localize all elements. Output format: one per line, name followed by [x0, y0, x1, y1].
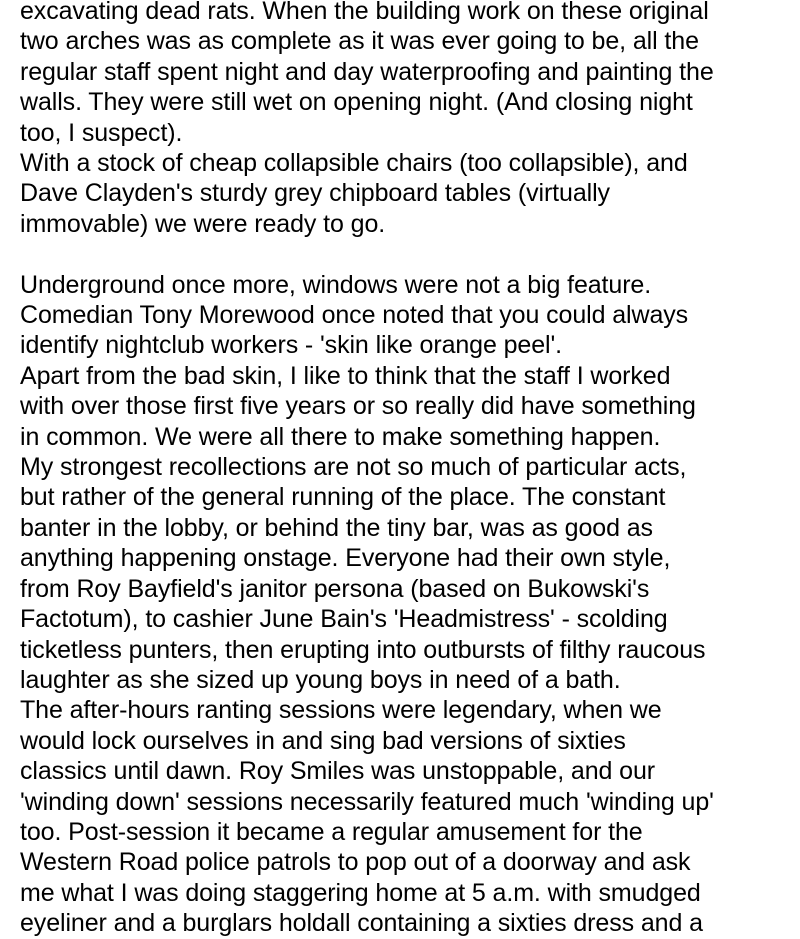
text-line: Apart from the bad skin, I like to think that the staff I worked	[20, 361, 671, 390]
paragraph-break	[20, 239, 790, 269]
text-line: 'winding down' sessions necessarily featured much 'winding up'	[20, 787, 714, 816]
text-line: with over those first five years or so really did have something	[20, 392, 696, 421]
text-line: in common. We were all there to make something happen.	[20, 422, 661, 451]
text-line: My strongest recollections are not so much of particular acts,	[20, 453, 687, 482]
text-line: laughter as she sized up young boys in need of a bath.	[20, 665, 621, 694]
text-line: ticketless punters, then erupting into outbursts of filthy raucous	[20, 635, 706, 664]
text-line: excavating dead rats. When the building work on these original	[20, 0, 709, 25]
text-line: identify nightclub workers - 'skin like orange peel'.	[20, 331, 563, 360]
text-line: banter in the lobby, or behind the tiny bar, was as good as	[20, 513, 653, 542]
text-line: me what I was doing staggering home at 5 a.m. with smudged	[20, 878, 701, 907]
text-line: would lock ourselves in and sing bad versions of sixties	[20, 726, 626, 755]
text-line: eyeliner and a burglars holdall containing a sixties dress and a	[20, 909, 703, 938]
text-line: Dave Clayden's sturdy grey chipboard tables (virtually	[20, 179, 610, 208]
text-line: but rather of the general running of the place. The constant	[20, 483, 666, 512]
text-line: Factotum), to cashier June Bain's 'Headmistress' - scolding	[20, 605, 668, 634]
text-line: anything happening onstage. Everyone had their own style,	[20, 544, 671, 573]
text-line: two arches was as complete as it was ever going to be, all the	[20, 27, 699, 56]
document-body	[20, 0, 790, 939]
text-line: Underground once more, windows were not a big feature.	[20, 270, 652, 299]
text-line: too, I suspect).	[20, 118, 183, 147]
text-line: With a stock of cheap collapsible chairs (too collapsible), and	[20, 149, 688, 178]
text-line: immovable) we were ready to go.	[20, 209, 386, 238]
text-line: from Roy Bayfield's janitor persona (based on Bukowski's	[20, 574, 650, 603]
text-line: regular staff spent night and day waterproofing and painting the	[20, 57, 714, 86]
text-line: Western Road police patrols to pop out of a doorway and ask	[20, 848, 691, 877]
text-line: The after-hours ranting sessions were legendary, when we	[20, 696, 662, 725]
text-line: classics until dawn. Roy Smiles was unstoppable, and our	[20, 757, 656, 786]
text-line: too. Post-session it became a regular amusement for the	[20, 817, 643, 846]
text-line: walls. They were still wet on opening night. (And closing night	[20, 88, 693, 117]
text-line: Comedian Tony Morewood once noted that you could always	[20, 301, 689, 330]
